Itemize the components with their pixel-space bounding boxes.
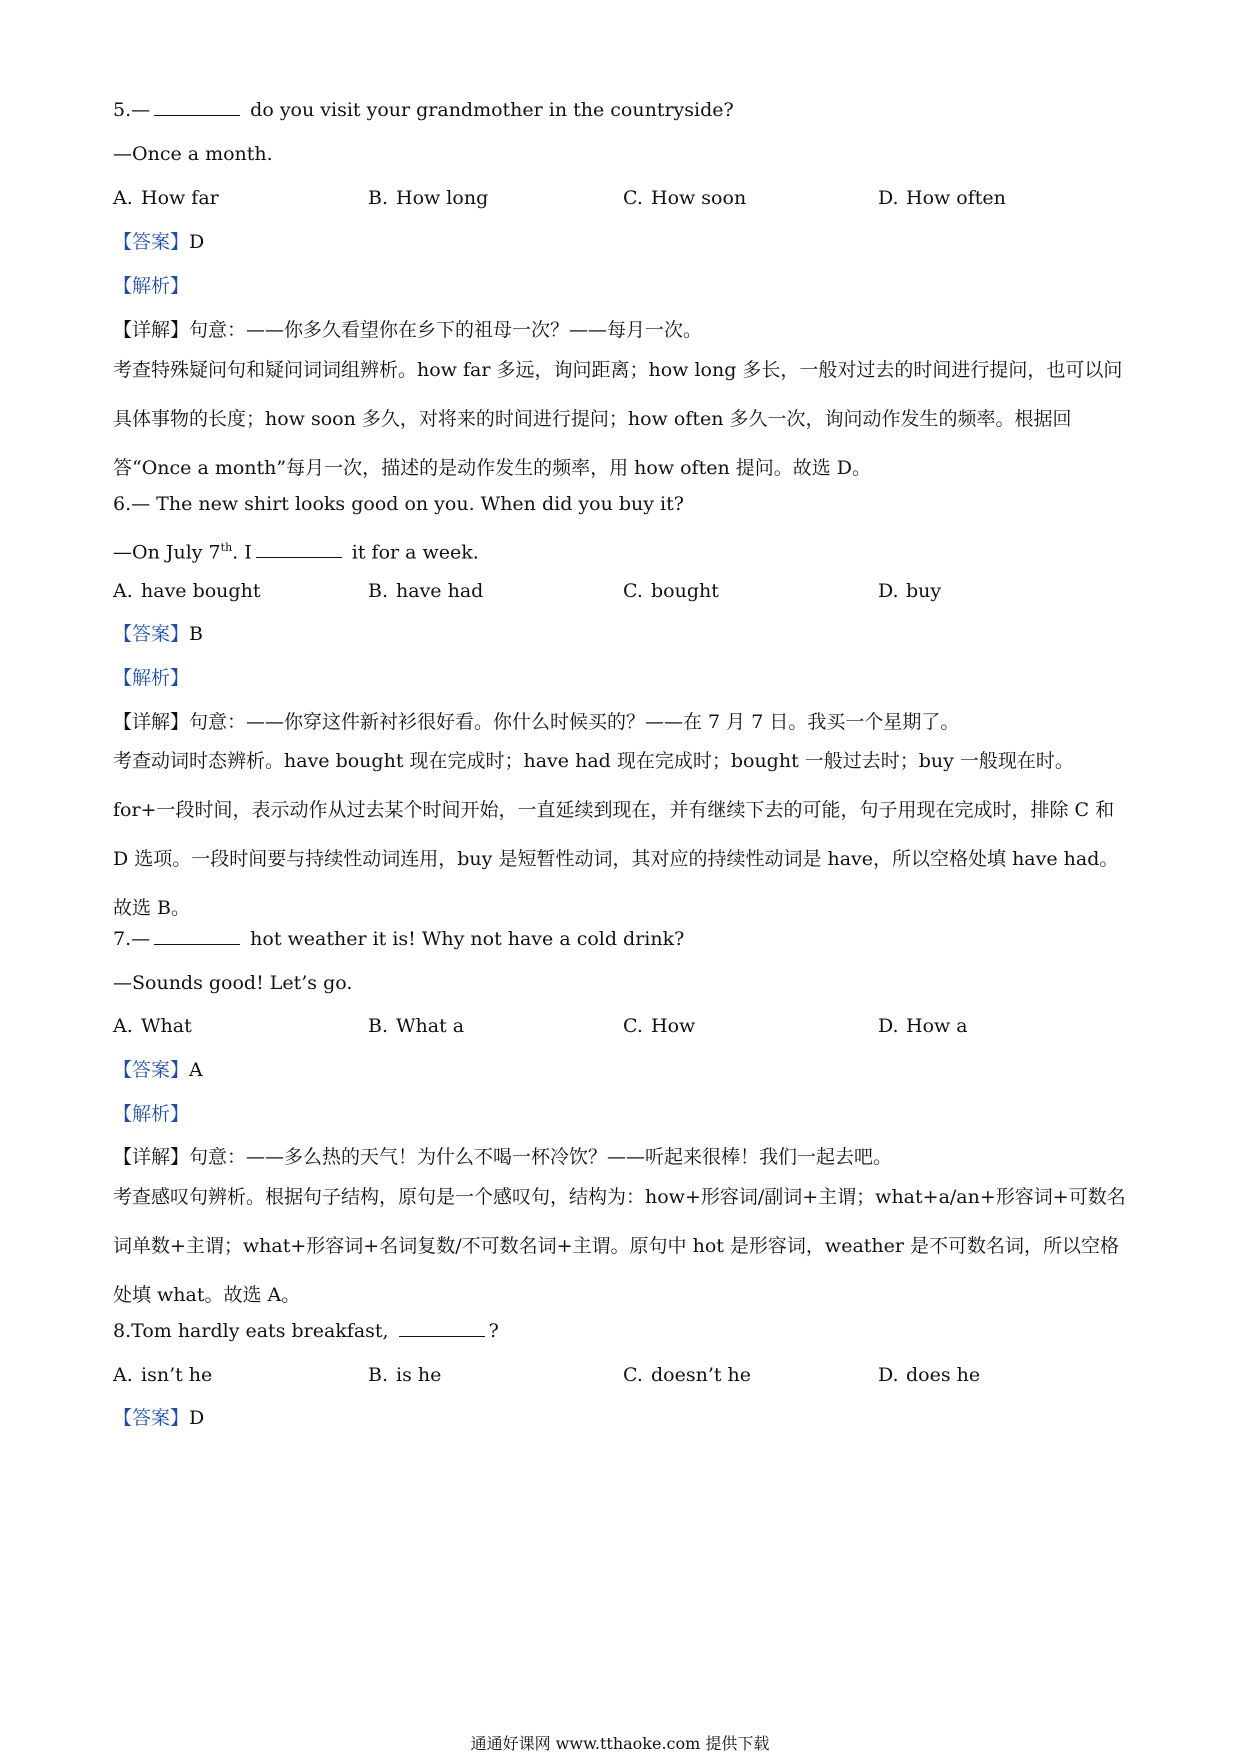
q7-answer: 【答案】A: [113, 1059, 203, 1081]
question-5-options: [113, 184, 1133, 212]
q8-option-a: A. isn’t he: [113, 1364, 213, 1386]
question-8-stem: 8.Tom hardly eats breakfast, ?: [113, 1320, 499, 1342]
q5-detail: 【详解】句意：——你多久看望你在乡下的祖母一次？——每月一次。: [113, 319, 703, 341]
q5-option-d: D. How often: [878, 187, 1006, 209]
q8-option-d: D. does he: [878, 1364, 981, 1386]
q7-analysis-tag: 【解析】: [113, 1103, 190, 1125]
q8-answer: 【答案】D: [113, 1407, 205, 1429]
q6-option-c: C. bought: [623, 580, 719, 602]
q7-option-b: B. What a: [368, 1015, 465, 1037]
q7-option-c: C. How: [623, 1015, 696, 1037]
q7-explanation: 考查感叹句辨析。根据句子结构，原句是一个感叹句，结构为：how+形容词/副词+主谓；what+a/an+形容词+可数名词单数+主谓；what+形容词+名词复数/不可数名词+主谓。原句中 hot 是形容词，weather 是不可数名词，所以空格处填 what。故选 A。: [113, 1186, 1126, 1306]
question-7-reply: —Sounds good! Let’s go.: [113, 972, 353, 994]
q8-option-c: C. doesn’t he: [623, 1364, 752, 1386]
q6-detail: 【详解】句意：——你穿这件新衬衫很好看。你什么时候买的？——在 7 月 7 日。我买一个星期了。: [113, 711, 960, 733]
q5-stem-prefix: 5.—: [113, 99, 151, 121]
q7-blank: [154, 926, 240, 945]
q5-explanation: 考查特殊疑问句和疑问词词组辨析。how far 多远，询问距离；how long 多长，一般对过去的时间进行提问，也可以问具体事物的长度；how soon 多久，对将来的时间进行提问；how often 多久一次，询问动作发生的频率。根据回答“Once a month”每月一次，描述的是动作发生的频率，用 how often 提问。故选 D。: [113, 359, 1123, 479]
q6-explanation: 考查动词时态辨析。have bought 现在完成时；have had 现在完成时；bought 一般过去时；buy 一般现在时。for+一段时间，表示动作从过去某个时间开始，一直延续到现在，并有继续下去的可能，句子用现在完成时，排除 C 和 D 选项。一段时间要与持续性动词连用，buy 是短暂性动词，其对应的持续性动词是 have，所以空格处填 have had。故选 B。: [113, 750, 1119, 919]
q6-analysis-tag: 【解析】: [113, 667, 190, 689]
q5-option-a: A. How far: [113, 187, 219, 209]
question-7-stem: 7.— hot weather it is! Why not have a cold drink?: [113, 928, 685, 950]
q5-blank: [154, 97, 240, 116]
q5-option-b: B. How long: [368, 187, 489, 209]
q6-option-a: A. have bought: [113, 580, 261, 602]
question-6-reply: —On July 7th. I it for a week.: [113, 541, 479, 564]
q6-blank: [256, 539, 342, 558]
question-5-stem: [113, 96, 734, 124]
q7-option-a: A. What: [113, 1015, 192, 1037]
q5-answer: 【答案】D: [113, 231, 205, 253]
question-8-options: [113, 1361, 1133, 1389]
question-6-options: [113, 577, 1133, 605]
q7-option-d: D. How a: [878, 1015, 968, 1037]
question-5-reply: —Once a month.: [113, 143, 273, 165]
q6-answer: 【答案】B: [113, 623, 203, 645]
q8-option-b: B. is he: [368, 1364, 442, 1386]
page-footer: 通通好课网 www.tthaoke.com 提供下载: [470, 1734, 770, 1753]
q5-option-c: C. How soon: [623, 187, 747, 209]
q6-option-d: D. buy: [878, 580, 942, 602]
q6-option-b: B. have had: [368, 580, 484, 602]
q5-analysis-tag: 【解析】: [113, 275, 190, 297]
question-7-options: [113, 1012, 1133, 1040]
q8-blank: [399, 1318, 485, 1337]
question-6-stem: 6.— The new shirt looks good on you. When did you buy it?: [113, 493, 684, 515]
q7-detail: 【详解】句意：——多么热的天气！为什么不喝一杯冷饮？——听起来很棒！我们一起去吧。: [113, 1146, 893, 1168]
q5-stem-suffix: do you visit your grandmother in the countryside?: [244, 99, 734, 121]
